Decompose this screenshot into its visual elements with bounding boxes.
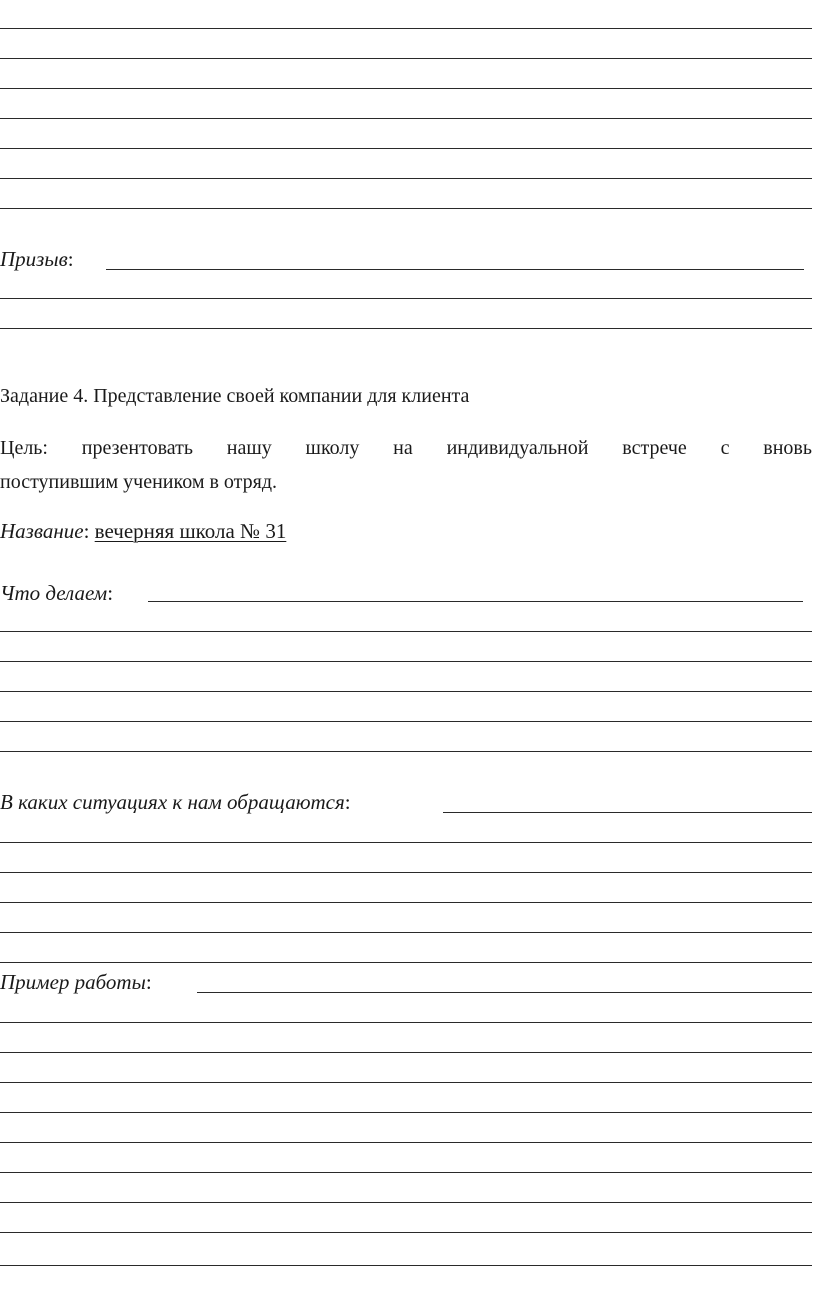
name-label: Название <box>0 519 84 543</box>
writing-line <box>0 1142 812 1143</box>
writing-line <box>0 631 812 632</box>
goal-word: индивидуальной <box>446 437 589 459</box>
situations-colon: : <box>344 790 351 814</box>
name-colon: : <box>83 519 95 543</box>
writing-line <box>0 298 812 299</box>
writing-line <box>0 1232 812 1233</box>
writing-line <box>0 1052 812 1053</box>
example-label: Пример работы <box>0 970 146 994</box>
prizyv-colon: : <box>67 247 74 271</box>
writing-line <box>0 1082 812 1083</box>
writing-line <box>0 1112 812 1113</box>
goal-word: школу <box>305 437 360 459</box>
writing-line <box>0 751 812 752</box>
task4-heading: Задание 4. Представление своей компании для клиента <box>0 385 470 407</box>
writing-line <box>0 1172 812 1173</box>
writing-line <box>0 58 812 59</box>
writing-line <box>0 962 812 963</box>
writing-line <box>0 932 812 933</box>
writing-line <box>0 1022 812 1023</box>
task4-goal-line-2: поступившим учеником в отряд. <box>0 471 278 493</box>
goal-word: вновь <box>763 437 812 459</box>
writing-line <box>0 148 812 149</box>
writing-line <box>0 691 812 692</box>
goal-word: на <box>393 437 413 459</box>
what-answer-line[interactable] <box>148 601 803 602</box>
prizyv-answer-line[interactable] <box>106 269 804 270</box>
writing-line <box>0 208 812 209</box>
writing-line <box>0 902 812 903</box>
goal-word: встрече <box>622 437 687 459</box>
example-colon: : <box>145 970 152 994</box>
writing-line <box>0 88 812 89</box>
goal-word: презентовать <box>81 437 193 459</box>
name-field <box>0 518 286 544</box>
what-label: Что делаем <box>0 581 108 605</box>
writing-line <box>0 1202 812 1203</box>
writing-line <box>0 872 812 873</box>
writing-line <box>0 721 812 722</box>
writing-line <box>0 28 812 29</box>
prizyv-label: Призыв <box>0 247 68 271</box>
what-colon: : <box>107 581 114 605</box>
writing-line <box>0 178 812 179</box>
situations-answer-line[interactable] <box>443 812 812 813</box>
example-field <box>0 969 152 995</box>
goal-word: Цель: <box>0 437 48 459</box>
name-value: вечерняя школа № 31 <box>94 519 287 543</box>
writing-line <box>0 118 812 119</box>
goal-word: с <box>720 437 730 459</box>
writing-line <box>0 328 812 329</box>
situations-label: В каких ситуациях к нам обращаются <box>0 790 345 814</box>
what-field <box>0 580 113 606</box>
goal-word: нашу <box>226 437 272 459</box>
writing-line <box>0 661 812 662</box>
task4-goal-line-1 <box>0 436 812 460</box>
writing-line <box>0 1265 812 1266</box>
situations-field <box>0 789 351 815</box>
prizyv-field <box>0 246 74 272</box>
example-answer-line[interactable] <box>197 992 812 993</box>
writing-line <box>0 842 812 843</box>
